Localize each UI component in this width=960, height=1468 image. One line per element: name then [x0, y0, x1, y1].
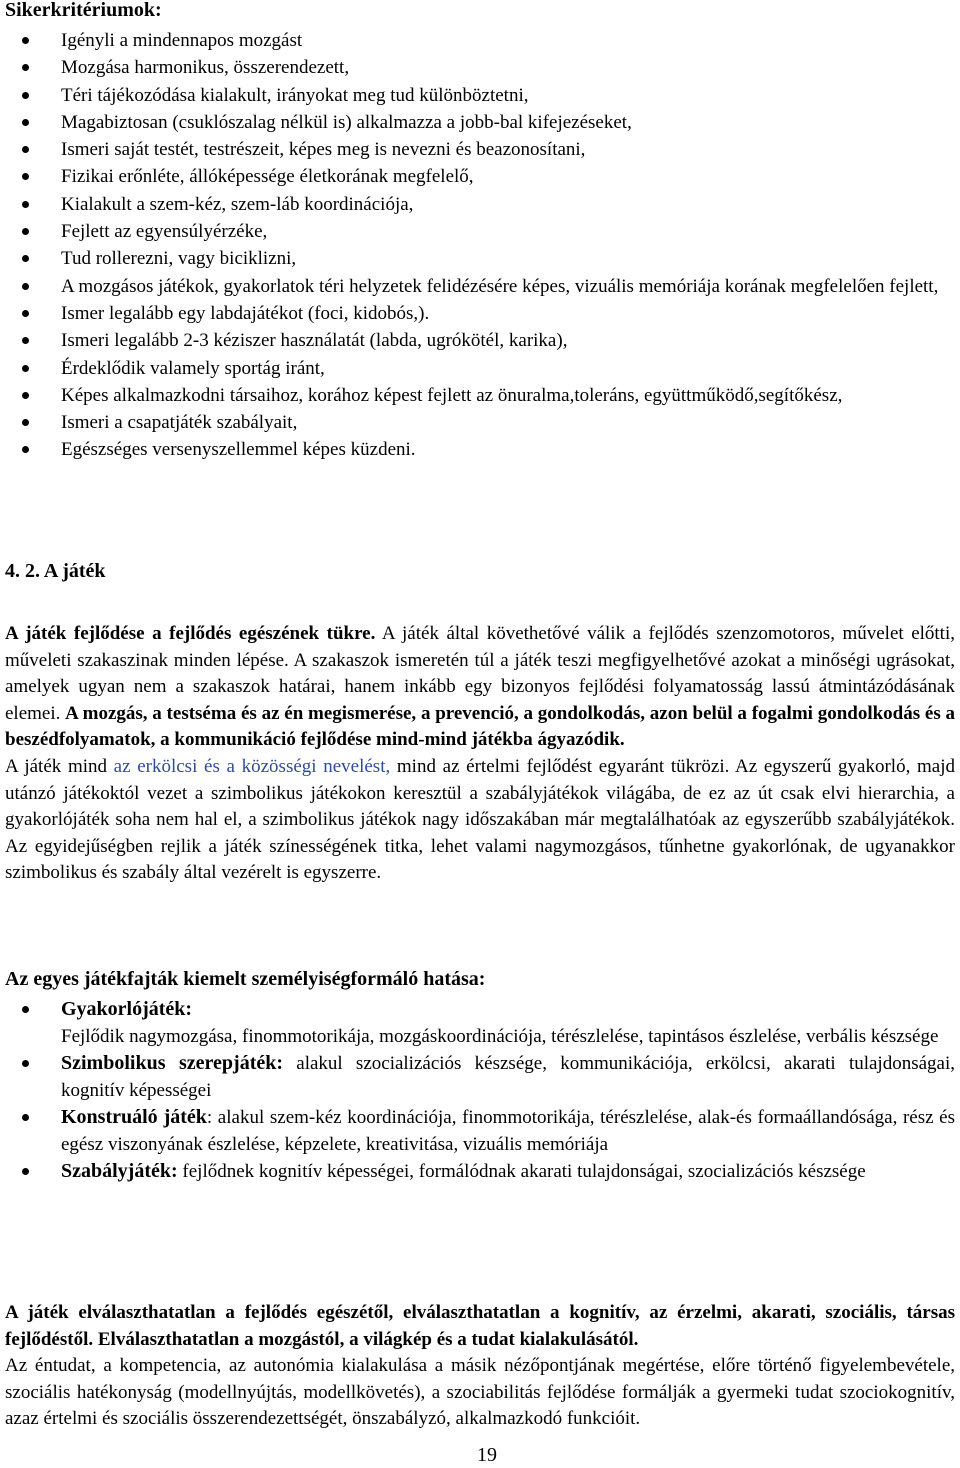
lead-sentence: A játék fejlődése a fejlődés egészének tükre. [5, 623, 376, 644]
list-item: Ismeri saját testét, testrészeit, képes meg is nevezni és beazonosítani, [5, 136, 955, 163]
list-item [5, 1104, 955, 1158]
list-item: Tud rollerezni, vagy biciklizni, [5, 245, 955, 272]
game-type-name: Szabályjáték: [61, 1160, 178, 1182]
list-item [5, 1158, 955, 1185]
list-item: Képes alkalmazkodni társaihoz, korához képest fejlett az önuralma,toleráns, együttműködő,segítőkész, [5, 382, 955, 409]
page-number: 19 [477, 1444, 497, 1466]
moral-education-link[interactable]: az erkölcsi és a közösségi nevelést, [113, 755, 391, 777]
list-item: Ismeri legalább 2-3 kéziszer használatát (labda, ugrókötél, karika), [5, 327, 955, 354]
game-types-list [5, 996, 955, 1185]
game-type-name: Gyakorlójáték: [61, 998, 193, 1020]
list-item: Fizikai erőnléte, állóképessége életkorának megfelelő, [5, 163, 955, 190]
list-item: Téri tájékozódása kialakult, irányokat meg tud különböztetni, [5, 82, 955, 109]
game-type-text: alakul szocializációs készsége, kommunikációja, erkölcsi, akarati tulajdonságai, kognitív képességei [61, 1053, 956, 1101]
body-text: A játék mind [5, 755, 114, 777]
list-item: A mozgásos játékok, gyakorlatok téri helyzetek felidézésére képes, vizuális memóriája korának megfelelően fejlett, [5, 273, 955, 300]
bold-sentence: A mozgás, a testséma és az én megismerése, a prevenció, a gondolkodás, azon belül a fogalmi gondolkodás és a beszédfolyamatok, a kommunikáció fejlődése mind-mind játékba ágyazódik. [5, 702, 955, 751]
game-type-name: Konstruáló játék [61, 1106, 207, 1128]
list-item: Mozgása harmonikus, összerendezett, [5, 54, 955, 81]
list-item: Igényli a mindennapos mozgást [5, 27, 955, 54]
list-item: Ismer legalább egy labdajátékot (foci, kidobós,). [5, 300, 955, 327]
criteria-list [5, 27, 955, 464]
list-item [5, 996, 955, 1050]
criteria-heading: Sikerkritériumok: [5, 0, 162, 21]
list-item: Ismeri a csapatjáték szabályait, [5, 409, 955, 436]
list-item: Fejlett az egyensúlyérzéke, [5, 218, 955, 245]
list-item [5, 1050, 955, 1104]
bold-sentence: A játék elválaszthatatlan a fejlődés egészétől, elválaszthatatlan a kognitív, az érzelmi, akarati, szociális, társas fejlődéstől. Elválaszthatatlan a mozgástól, a világkép és a tudat kialakulásától. [5, 1302, 955, 1350]
game-type-text: Fejlődik nagymozgása, finommotorikája, mozgáskoordinációja, térészlelése, tapintásos észlelése, verbális készsége [61, 1026, 939, 1047]
game-type-text: fejlődnek kognitív képességei, formálódnak akarati tulajdonságai, szocializációs készsége [177, 1161, 866, 1182]
game-type-text: : alakul szem-kéz koordinációja, finommotorikája, térészlelése, alak-és formaállandósága, rész és egész viszonyának észlelése, képzelete, kreativitása, vizuális memóriája [61, 1107, 956, 1155]
game-types-heading: Az egyes játékfajták kiemelt személyiségformáló hatása: [5, 968, 486, 990]
list-item: Kialakult a szem-kéz, szem-láb koordinációja, [5, 191, 955, 218]
game-development-paragraph [5, 621, 955, 887]
body-text: mind az értelmi fejlődést egyaránt tükrözi. Az egyszerű gyakorló, majd utánzó játékoktól vezet a szimbolikus játékokon keresztül a szabályjátékok világába, de ez az út csak elvi hierarchia, a gyakorlójáték soha nem hal el, a szimbolikus játékok nagy időszakában már megtalálhatóak az egyszerűbb szabályjátékok. Az egyidejűségben rejlik a játék színességének titka, lehet valami nagymozgásos, tűnhetne gyakorlónak, de ugyanakkor szimbolikus és szabály által vezérelt is egyszerre. [5, 755, 955, 884]
body-text: Az éntudat, a kompetencia, az autonómia kialakulása a másik nézőpontjának megértése, előre történő figyelembevétele, szociális hatékonyság (modellnyújtás, modellkövetés), a szociabilitás fejlődése formálják a gyermeki tudat szociokognitív, azaz értelmi és szociális összerendezettségét, önszabályzó, alkalmazkodó funkcióit. [5, 1355, 955, 1430]
body-text: A játék által követhetővé válik a fejlődés szenzomotoros, művelet előtti, műveleti szakaszinak minden lépése. A szakaszok ismeretén túl a játék teszi megfigyelhetővé azokat a minőségi ugrásokat, amelyek ugyan nem a szakaszok határai, hanem inkább egy bizonyos fejlődési folyamatosság lassú átmintázódásának elemei. [5, 623, 955, 724]
section-title: 4. 2. A játék [5, 560, 106, 582]
list-item: Érdeklődik valamely sportág iránt, [5, 355, 955, 382]
list-item: Egészséges versenyszellemmel képes küzdeni. [5, 436, 955, 463]
list-item: Magabiztosan (csuklószalag nélkül is) alkalmazza a jobb-bal kifejezéseket, [5, 109, 955, 136]
closing-paragraph [5, 1300, 955, 1433]
game-type-name: Szimbolikus szerepjáték: [61, 1052, 284, 1074]
